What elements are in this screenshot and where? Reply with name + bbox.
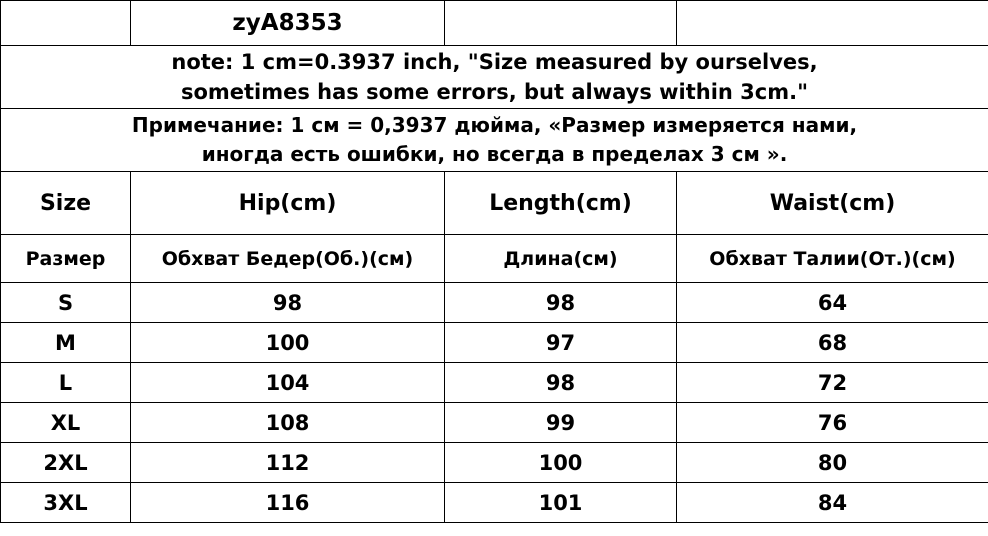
note-english-line-1: note: 1 cm=0.3937 inch, "Size measured by ourselves, — [171, 49, 818, 74]
header-size-en: Size — [1, 172, 131, 235]
cell-waist: 84 — [677, 483, 988, 523]
product-code: zyA8353 — [131, 1, 445, 46]
header-waist-ru: Обхват Талии(От.)(см) — [677, 235, 988, 283]
cell-size: S — [1, 283, 131, 323]
note-english — [1, 46, 988, 109]
cell-size: XL — [1, 403, 131, 443]
table-row — [1, 443, 988, 483]
table-row — [1, 283, 988, 323]
note-english-row — [1, 46, 988, 109]
header-row-russian — [1, 235, 988, 283]
cell-waist: 76 — [677, 403, 988, 443]
note-russian — [1, 109, 988, 172]
cell-length: 98 — [445, 363, 677, 403]
note-russian-line-1: Примечание: 1 см = 0,3937 дюйма, «Размер измеряется нами, — [131, 113, 858, 137]
product-code-row — [1, 1, 988, 46]
cell-hip: 98 — [131, 283, 445, 323]
cell-hip: 112 — [131, 443, 445, 483]
cell-waist: 68 — [677, 323, 988, 363]
code-row-blank-right — [677, 1, 988, 46]
cell-hip: 100 — [131, 323, 445, 363]
code-row-blank-mid — [445, 1, 677, 46]
header-waist-en: Waist(cm) — [677, 172, 988, 235]
cell-waist: 80 — [677, 443, 988, 483]
cell-length: 101 — [445, 483, 677, 523]
table-row — [1, 403, 988, 443]
table-row — [1, 363, 988, 403]
cell-hip: 108 — [131, 403, 445, 443]
cell-length: 99 — [445, 403, 677, 443]
cell-hip: 116 — [131, 483, 445, 523]
cell-size: 3XL — [1, 483, 131, 523]
code-row-blank-left — [1, 1, 131, 46]
cell-waist: 64 — [677, 283, 988, 323]
header-size-ru: Размер — [1, 235, 131, 283]
cell-size: M — [1, 323, 131, 363]
table-row — [1, 323, 988, 363]
header-hip-ru: Обхват Бедер(Об.)(см) — [131, 235, 445, 283]
cell-size: L — [1, 363, 131, 403]
cell-waist: 72 — [677, 363, 988, 403]
note-english-line-2: sometimes has some errors, but always within 3cm." — [180, 80, 809, 104]
cell-size: 2XL — [1, 443, 131, 483]
header-length-en: Length(cm) — [445, 172, 677, 235]
header-row-english — [1, 172, 988, 235]
cell-length: 98 — [445, 283, 677, 323]
header-length-ru: Длина(см) — [445, 235, 677, 283]
table-row — [1, 483, 988, 523]
cell-hip: 104 — [131, 363, 445, 403]
note-russian-row — [1, 109, 988, 172]
note-russian-line-2: иногда есть ошибки, но всегда в пределах 3 см ». — [201, 142, 788, 166]
cell-length: 97 — [445, 323, 677, 363]
cell-length: 100 — [445, 443, 677, 483]
header-hip-en: Hip(cm) — [131, 172, 445, 235]
